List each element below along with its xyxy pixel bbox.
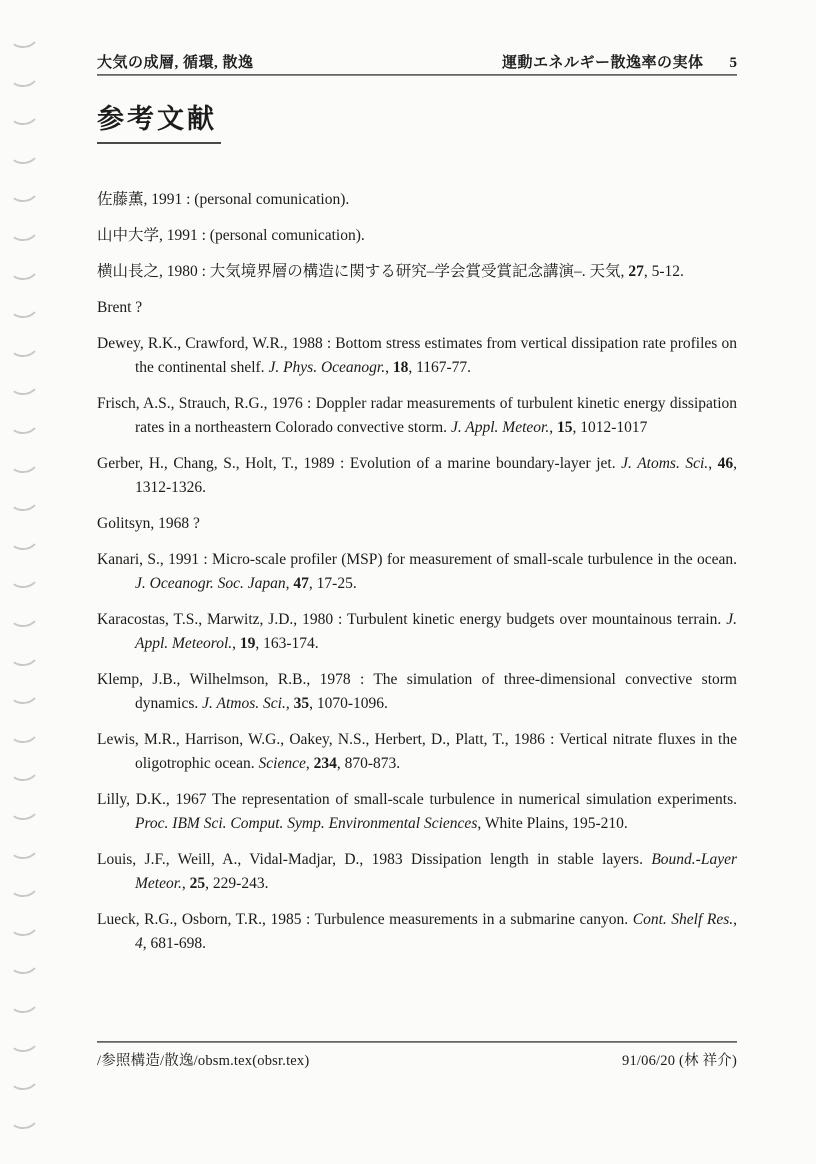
reference-text-segment: Dewey, R.K., Crawford, W.R., 1988 : Bottom stress estimates from vertical dissipation rate profiles on the continental shelf. [97,335,737,376]
reference-text-segment: , 17-25. [308,575,357,592]
section-title: 参考文献 [97,97,221,144]
reference-text-segment: J. Atmos. Sci. [202,695,286,712]
reference-entry [97,728,737,776]
header-rule [97,74,737,76]
binding-ring-mark [7,98,41,127]
reference-text-segment: 35 [293,695,310,712]
running-head [97,51,737,72]
reference-text-segment: 234 [313,755,337,772]
reference-text-segment: 27 [628,263,644,280]
binding-ring-mark [7,484,41,513]
binding-ring-mark [7,291,41,320]
binding-ring-mark [7,599,41,628]
reference-text-segment: 15 [556,419,573,436]
reference-text-segment: , [285,695,294,712]
reference-text-segment: Gerber, H., Chang, S., Holt, T., 1989 : Evolution of a marine boundary-layer jet. [97,455,622,472]
reference-text-segment: Frisch, A.S., Strauch, R.G., 1976 : Doppler radar measurements of turbulent kinetic energy dissipation rates in a northeastern Colorado convective storm. [97,395,737,436]
reference-entry [97,548,737,596]
binding-ring-mark [7,715,41,744]
reference-text-segment: 46 [717,455,734,472]
reference-text-segment: , 5-12. [643,263,684,280]
reference-text-segment: Klemp, J.B., Wilhelmson, R.B., 1978 : The simulation of three-dimensional convective storm dynamics. [97,671,737,712]
reference-text-segment: 18 [392,359,409,376]
spiral-binding-marks [0,0,60,1164]
reference-entry [97,668,737,716]
reference-text-segment: Kanari, S., 1991 : Micro-scale profiler (MSP) for measurement of small-scale turbulence in the ocean. [97,551,737,568]
reference-entry [97,188,737,212]
binding-ring-mark [7,329,41,358]
reference-text-segment: , [708,455,718,472]
footer-file-path: /参照構造/散逸/obsm.tex(obsr.tex) [97,1053,310,1069]
reference-text-segment: , [181,875,190,892]
reference-text-segment: Golitsyn, 1968 ? [97,515,200,532]
reference-text-segment: , 1070-1096. [309,695,388,712]
binding-ring-mark [7,1063,41,1092]
running-head-right: 運動エネルギー散逸率の実体 [501,55,704,71]
reference-entry [97,452,737,500]
reference-text-segment: 47 [293,575,309,592]
binding-ring-mark [7,175,41,204]
reference-text-segment: , 229-243. [205,875,269,892]
running-head-left: 大気の成層, 循環, 散逸 [97,55,254,71]
binding-ring-mark [7,947,41,976]
binding-ring-mark [7,870,41,899]
reference-entry [97,908,737,956]
binding-ring-mark [7,522,41,551]
binding-ring-mark [7,792,41,821]
binding-ring-mark [7,368,41,397]
reference-text-segment: , [285,575,294,592]
reference-text-segment: , [232,635,240,652]
reference-text-segment: 25 [189,875,206,892]
reference-text-segment: Proc. IBM Sci. Comput. Symp. Environmental Sciences [135,815,478,832]
binding-ring-mark [7,445,41,474]
reference-text-segment: , [305,755,314,772]
footer-date-author: 91/06/20 (林 祥介) [622,1053,737,1069]
reference-entry [97,512,737,536]
binding-ring-mark [7,677,41,706]
reference-entry [97,260,737,284]
binding-ring-mark [7,59,41,88]
reference-text-segment: 山中大学, 1991 : (personal comunication). [97,227,365,244]
reference-text-segment: , 870-873. [336,755,401,772]
binding-ring-mark [7,1101,41,1130]
reference-text-segment: , White Plains, 195-210. [477,815,628,832]
reference-text-segment: , 163-174. [255,635,319,652]
reference-text-segment: Karacostas, T.S., Marwitz, J.D., 1980 : Turbulent kinetic energy budgets over mountainous terrain. [97,611,727,628]
binding-ring-mark [7,831,41,860]
reference-text-segment: J. Atoms. Sci. [621,455,709,472]
reference-text-segment: , 681-698. [142,935,207,952]
reference-text-segment: 佐藤薫, 1991 : (personal comunication). [97,191,350,208]
reference-text-segment: , [385,359,393,376]
reference-text-segment: Louis, J.F., Weill, A., Vidal-Madjar, D., 1983 Dissipation length in stable layers. [97,851,652,868]
reference-text-segment: , 1312-1326. [135,455,737,496]
footer-rule [97,1041,737,1043]
reference-entry [97,608,737,656]
reference-text-segment: , [549,419,557,436]
binding-ring-mark [7,985,41,1014]
reference-text-segment: Bound.-Layer Meteor. [135,851,737,892]
reference-text-segment: , 1012-1017 [572,419,648,436]
reference-text-segment: 19 [239,635,256,652]
binding-ring-mark [7,406,41,435]
page-number: 5 [729,55,737,71]
binding-ring-mark [7,908,41,937]
binding-ring-mark [7,561,41,590]
reference-text-segment: Brent ? [97,299,143,316]
reference-entry [97,296,737,320]
binding-ring-mark [7,20,41,49]
reference-text-segment: , 1167-77. [408,359,472,376]
reference-entry [97,392,737,440]
reference-text-segment: Lewis, M.R., Harrison, W.G., Oakey, N.S., Herbert, D., Platt, T., 1986 : Vertical nitrate fluxes in the oligotrophic ocean. [97,731,737,772]
reference-text-segment: Lilly, D.K., 1967 The representation of small-scale turbulence in numerical simulation experiments. [97,791,737,808]
reference-entry [97,788,737,836]
reference-text-segment: J. Appl. Meteorol. [135,611,737,652]
reference-text-segment: Lueck, R.G., Osborn, T.R., 1985 : Turbulence measurements in a submarine canyon. [97,911,633,928]
binding-ring-mark [7,1024,41,1053]
reference-entry [97,224,737,248]
running-head-right-group [502,51,737,72]
reference-list [97,188,737,968]
binding-ring-mark [7,213,41,242]
page-footer [97,1049,737,1070]
binding-ring-mark [7,252,41,281]
reference-text-segment: 4 [135,935,143,952]
reference-text-segment: J. Oceanogr. Soc. Japan [135,575,286,592]
reference-text-segment: Cont. Shelf Res. [632,911,734,928]
reference-text-segment: J. Phys. Oceanogr. [268,359,386,376]
reference-entry [97,848,737,896]
reference-text-segment: J. Appl. Meteor. [450,419,550,436]
reference-text-segment: , [733,911,737,928]
binding-ring-mark [7,638,41,667]
binding-ring-mark [7,136,41,165]
binding-ring-mark [7,754,41,783]
reference-text-segment: 横山長之, 1980 : 大気境界層の構造に関する研究–学会賞受賞記念講演–. 天気, [97,263,629,280]
reference-text-segment: Science [258,755,306,772]
reference-entry [97,332,737,380]
